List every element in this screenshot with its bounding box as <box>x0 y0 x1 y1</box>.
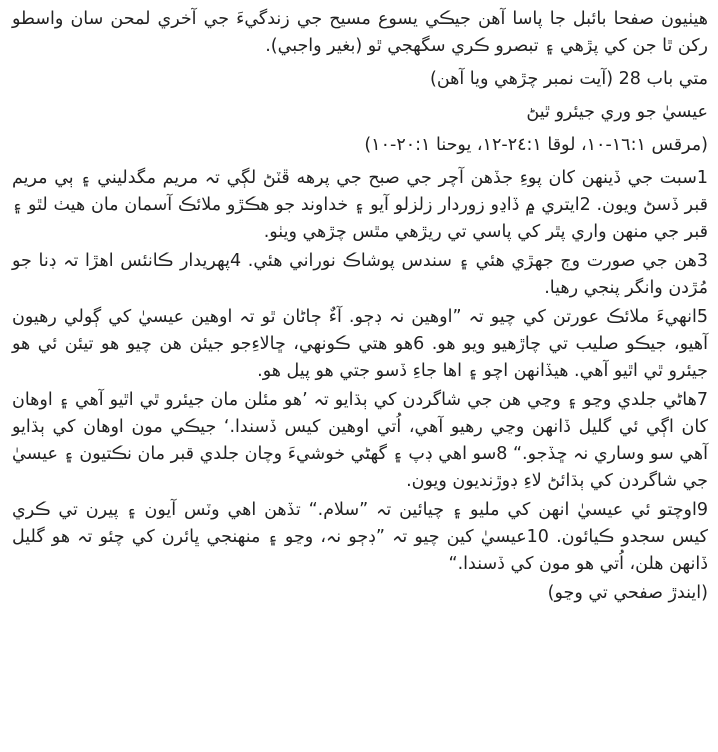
parallel-references: (مرقس ١٦:١-١٠، لوقا ٢٤:١-١٢، يوحنا ٢٠:١-١٠) <box>364 135 708 155</box>
verse-paragraph: 1سبت جي ڏينهن کان پوءِ جڏهن آچر جي صبح جي پرهه ڦٽڻ لڳي تہ مريم مگدليني ۽ ٻي مريم قبر ڏسڻ ويون. 2ايتري ۾ ڏاڍو زوردار زلزلو آيو ۽ خداوند جو هڪڙو ملائڪ آسمان مان هيٺ لٿو ۽ قبر جي منهن واري پٿر کي پاسي تي ريڙهي مٿس چڙهي ويٺو. <box>12 168 708 242</box>
intro-paragraph: هيٺيون صفحا بائبل جا پاسا آهن جيڪي يسوع مسيح جي زندگيءَ جي آخري لمحن سان واسطو رکن ٿا جن کي پڙهي ۽ تبصرو ڪري سگهجي ٿو (بغير واجبي). <box>12 9 708 56</box>
section-heading: عيسيٰ جو وري جيئرو ٿيڻ <box>526 102 708 122</box>
verse-paragraph: 3هن جي صورت وڄ جهڙي هئي ۽ سندس پوشاڪ نوراني هئي. 4پهريدار ڪانئس اهڙا تہ ڊنا جو مُڙدن وانگر پنجي رهيا. <box>12 251 708 298</box>
next-page-note: (ايندڙ صفحي تي وڃو) <box>547 583 708 603</box>
verse-paragraph: 7هاڻي جلدي وڃو ۽ وڃي هن جي شاگردن کي ٻڌايو تہ ’هو مئلن مان جيئرو ٿي اٿيو آهي ۽ اوهان کان اڳي ئي گليل ڏانهن وڃي رهيو آهي، اُتي اوهين کيس ڏسندا.‘ جيڪي مون اوهان کي ٻڌايو آهي سو وساري نہ ڇڏجو.“ 8سو اهي ڊپ ۽ گهڻي خوشيءَ وچان جلدي قبر مان نڪتيون ۽ عيسيٰ جي شاگردن کي ٻڌائڻ لاءِ ڊوڙنديون ويون. <box>12 390 708 491</box>
verses-block <box>12 165 708 578</box>
verse-paragraph: 5انهيءَ ملائڪ عورتن کي چيو تہ ”اوهين نہ ڊڄو. آءٌ ڄاڻان ٿو تہ اوهين عيسيٰ کي ڳولي رهيون آهيو، جيڪو صليب تي چاڙهيو ويو هو. 6هو هتي ڪونهي، ڇالاءِجو جيئن هن چيو هو تيئن ئي هو جيئرو ٿي اٿيو آهي. هيڏانهن اچو ۽ اها جاءِ ڏسو جتي هو پيل هو. <box>12 307 708 381</box>
verse-paragraph: 9اوچتو ئي عيسيٰ انهن کي مليو ۽ چيائين تہ ”سلام.“ تڏهن اهي وٽس آيون ۽ پيرن تي ڪري کيس سجدو ڪيائون. 10عيسيٰ کين چيو تہ ”ڊڄو نہ، وڃو ۽ منهنجي ڀائرن کي چئو تہ هو گليل ڏانهن هلن، اُتي هو مون کي ڏسندا.“ <box>12 500 708 574</box>
chapter-reference: متي باب 28 (آيت نمبر چڙهي ويا آهن) <box>430 69 708 89</box>
